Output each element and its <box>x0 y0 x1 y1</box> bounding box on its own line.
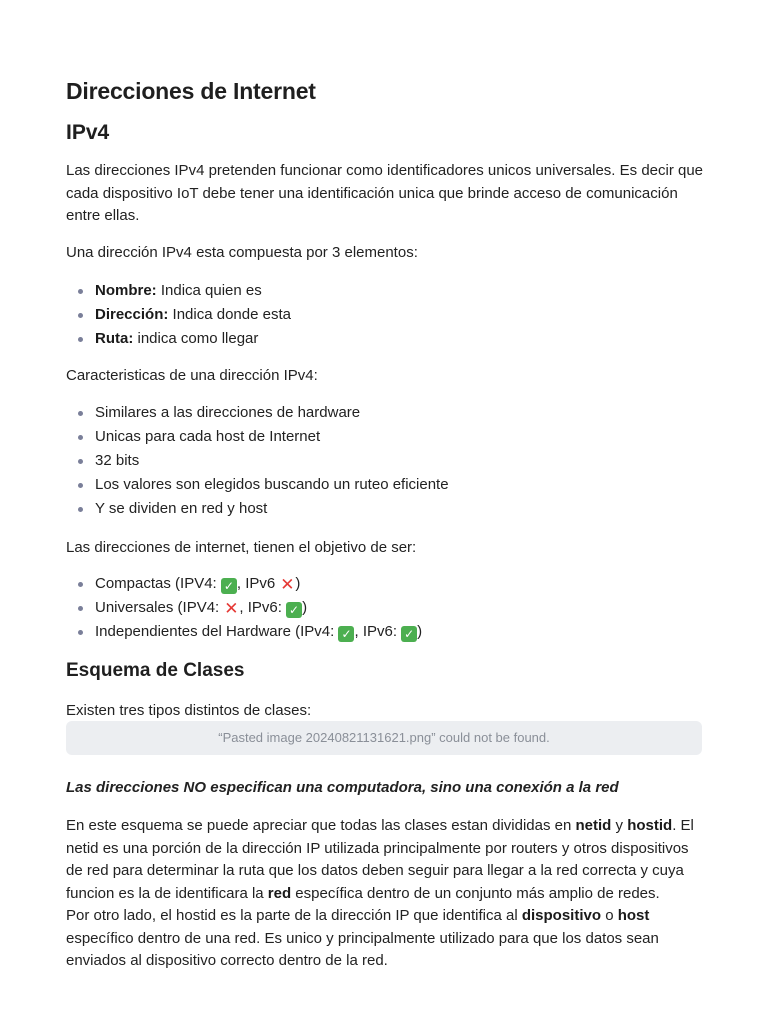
body-bold: dispositivo <box>521 907 602 924</box>
list-item: Similares a las direcciones de hardware <box>66 401 449 425</box>
list-item <box>66 596 422 620</box>
body-bold: red <box>267 884 292 902</box>
page-title: Direcciones de Internet <box>66 78 316 104</box>
body-text: y <box>611 817 628 834</box>
check-icon: ✓ <box>338 626 354 642</box>
body-bold: netid <box>575 817 612 834</box>
cross-icon: ✕ <box>280 575 295 594</box>
item-text: Universales (IPV4: <box>95 599 224 616</box>
item-text: Independientes del Hardware (IPv4: <box>95 623 339 640</box>
item-text: ) <box>302 599 308 616</box>
list-item: Unicas para cada host de Internet <box>66 425 449 449</box>
list-item <box>66 279 291 303</box>
check-icon: ✓ <box>286 602 302 618</box>
body-bold: hostid <box>627 817 673 834</box>
list-item <box>66 303 291 327</box>
missing-image-placeholder: “Pasted image 20240821131621.png” could not be found. <box>66 721 702 755</box>
item-text: , IPv6: <box>239 599 287 616</box>
item-text: , IPv6: <box>354 623 402 640</box>
body-text: o <box>601 907 618 924</box>
cross-icon: ✕ <box>224 599 239 618</box>
body-text: específica dentro de un conjunto más amplio de redes. <box>291 884 660 902</box>
body-text: Por otro lado, el hostid es la parte de la dirección IP que identifica al <box>66 907 522 924</box>
item-text: ) <box>417 623 423 640</box>
list-item <box>66 620 422 644</box>
list-item: 32 bits <box>66 449 449 473</box>
check-icon: ✓ <box>221 578 237 594</box>
body-paragraph <box>66 815 706 973</box>
item-text: Indica donde esta <box>168 306 291 323</box>
item-label: Dirección: <box>95 306 169 323</box>
list-item <box>66 572 422 596</box>
classes-intro: Existen tres tipos distintos de clases: <box>66 702 312 719</box>
item-text: Compactas (IPV4: <box>95 575 221 592</box>
body-text: . El netid es una porción de la dirección IP utilizada principalmente por routers y otros dispositivos de red para determinar la ruta que los datos deben seguir para llegar a la red correcta y cuya funcion es la de identificara la <box>66 817 694 902</box>
body-text: específico dentro de una red. Es unico y principalmente utilizado para que los datos sean enviados al dispositivo correcto dentro de la red. <box>66 929 659 969</box>
elements-list <box>66 279 291 351</box>
highlight-quote: Las direcciones NO especifican una computadora, sino una conexión a la red <box>66 779 619 796</box>
list-item: Los valores son elegidos buscando un ruteo eficiente <box>66 473 449 497</box>
item-text: , IPv6 <box>236 575 280 592</box>
objectives-list <box>66 572 422 644</box>
item-text: Indica quien es <box>156 282 262 299</box>
item-text: ) <box>295 575 301 592</box>
body-bold: host <box>617 907 650 924</box>
section-heading-ipv4: IPv4 <box>66 121 110 144</box>
elements-intro: Una dirección IPv4 esta compuesta por 3 elementos: <box>66 244 418 261</box>
list-item: Y se dividen en red y host <box>66 497 449 521</box>
item-text: indica como llegar <box>133 330 259 347</box>
body-text: En este esquema se puede apreciar que todas las clases estan divididas en <box>66 817 576 834</box>
section-heading-clases: Esquema de Clases <box>66 660 245 681</box>
intro-paragraph: Las direcciones IPv4 pretenden funcionar como identificadores unicos universales. Es decir que cada dispositivo IoT debe tener una identificación unica que brinde acceso de comunicación entre ellas. <box>66 162 704 224</box>
characteristics-list <box>66 401 449 521</box>
item-label: Ruta: <box>95 330 134 347</box>
characteristics-intro: Caracteristicas de una dirección IPv4: <box>66 367 318 384</box>
list-item <box>66 327 291 351</box>
check-icon: ✓ <box>401 626 417 642</box>
objectives-intro: Las direcciones de internet, tienen el objetivo de ser: <box>66 539 417 556</box>
item-label: Nombre: <box>95 282 157 299</box>
